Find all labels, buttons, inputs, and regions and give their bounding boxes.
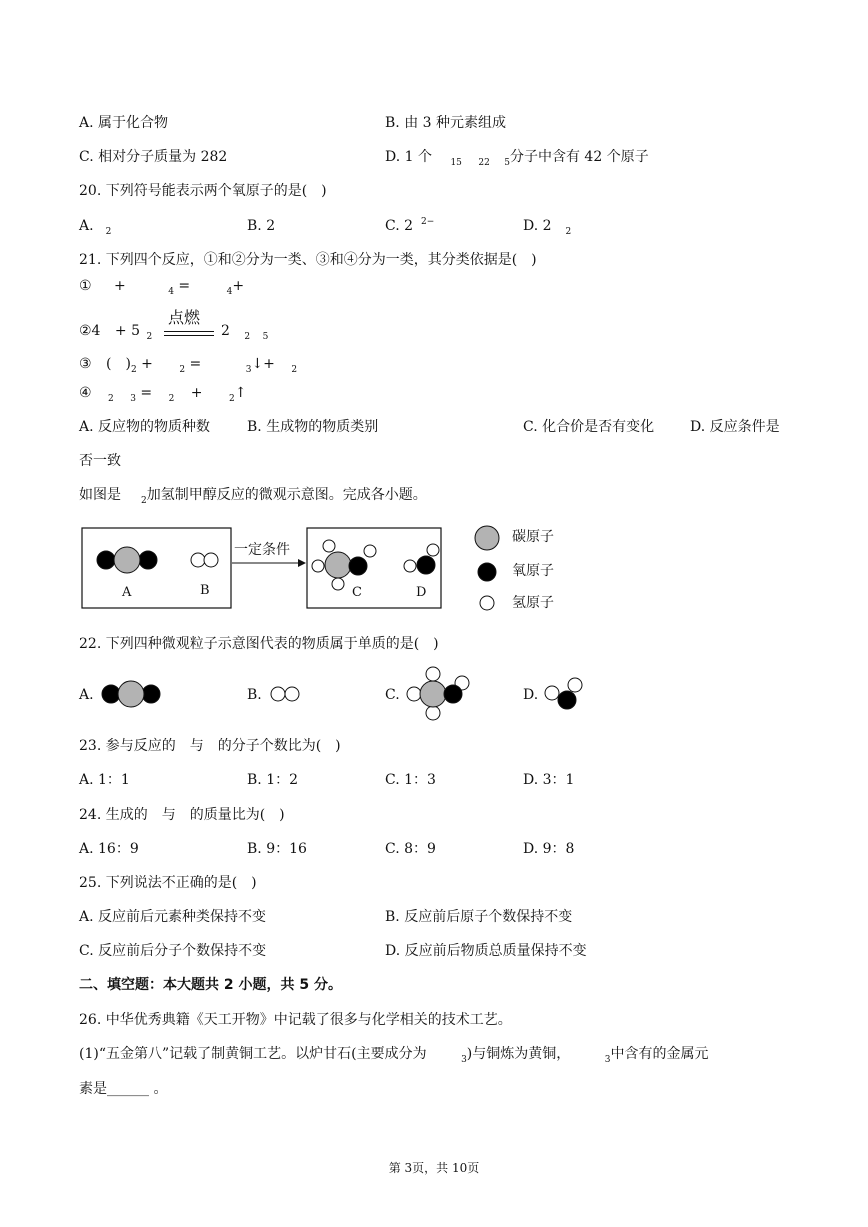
molecule-c	[312, 540, 376, 590]
q19-option-a: A. 属于化合物	[79, 115, 169, 131]
label-c: C	[352, 585, 362, 600]
q22-option-b: B.	[247, 687, 262, 703]
q21-reaction-1: ① + $_4$ = $_4$+	[79, 278, 245, 297]
q19-option-c: C. 相对分子质量为 282	[79, 149, 228, 165]
q24-option-d: D. 9：8	[523, 841, 575, 857]
q23-stem: 23. 参与反应的 与 的分子个数比为( )	[79, 738, 341, 754]
q21-option-a: A. 反应物的物质种数	[79, 419, 211, 435]
q22-stem: 22. 下列四种微观粒子示意图代表的物质属于单质的是( )	[79, 636, 439, 652]
q24-stem: 24. 生成的 与 的质量比为( )	[79, 807, 285, 823]
q20-option-d: D. 2 $_2$	[523, 218, 572, 237]
q25-option-b: B. 反应前后原子个数保持不变	[385, 909, 573, 925]
diagram-intro: 如图是 $_2$加氢制甲醇反应的微观示意图。完成各小题。	[79, 487, 427, 506]
legend-oxygen-label: 氧原子	[512, 563, 554, 579]
q22-molecule-b	[271, 687, 299, 701]
q23-option-c: C. 1：3	[385, 772, 436, 788]
q25-option-c: C. 反应前后分子个数保持不变	[79, 943, 267, 959]
q21-option-d: D. 反应条件是	[690, 419, 780, 435]
q22-molecule-c	[407, 667, 469, 720]
q22-option-d: D.	[523, 687, 539, 703]
arrow-head-icon	[298, 559, 306, 567]
reaction-condition: 一定条件	[234, 542, 290, 558]
legend-hydrogen-label: 氢原子	[512, 595, 554, 611]
q25-option-d: D. 反应前后物质总质量保持不变	[385, 943, 587, 959]
section-heading: 二、填空题：本大题共 2 小题，共 5 分。	[79, 977, 342, 993]
q21-reaction-2: ②4 + 5 $_2$	[79, 323, 153, 342]
legend-carbon-icon	[475, 526, 499, 550]
q19-option-d: D. 1 个 $_{15}$ $_{22}$ $_5$分子中含有 42 个原子	[385, 149, 649, 168]
q26-part1-continued: 素是______ 。	[79, 1081, 168, 1097]
q21-reaction-3: ③ ( )$_2 + _2$ = $_3$↓+ $_2$	[79, 356, 298, 375]
q21-stem: 21. 下列四个反应，①和②分为一类、③和④分为一类，其分类依据是( )	[79, 252, 537, 268]
q21-option-c: C. 化合价是否有变化	[523, 419, 655, 435]
page-footer: 第 3页，共 10页	[388, 1161, 480, 1175]
q22-molecule-d	[545, 678, 582, 709]
q26-part1: (1)“五金第八”记载了制黄铜工艺。以炉甘石(主要成分为 $_3$)与铜炼为黄铜， $_3$中含有的金属元	[79, 1046, 709, 1065]
q21-reaction-2-product: 2 $_2$ $_5$	[221, 323, 269, 342]
label-a: A	[122, 585, 132, 600]
legend-carbon-label: 碳原子	[512, 529, 554, 545]
q20-option-c: C. 2 $^{2-}$	[385, 217, 435, 234]
q21-option-b: B. 生成物的物质类别	[247, 419, 379, 435]
q21-reaction-4: ④ $_2$ $_3$ = $_2$ + $_2$↑	[79, 385, 247, 404]
q24-option-c: C. 8：9	[385, 841, 436, 857]
q19-option-b: B. 由 3 种元素组成	[385, 115, 506, 131]
label-b: B	[200, 583, 210, 598]
q25-stem: 25. 下列说法不正确的是( )	[79, 875, 257, 891]
q23-option-b: B. 1：2	[247, 772, 299, 788]
q22-option-a: A.	[79, 687, 94, 703]
label-d: D	[416, 585, 427, 600]
q23-option-a: A. 1：1	[79, 772, 130, 788]
molecule-a	[97, 547, 157, 573]
q20-option-b: B. 2	[247, 218, 276, 234]
q21-reaction-2-condition: 点燃	[168, 308, 201, 327]
q20-stem: 20. 下列符号能表示两个氧原子的是( )	[79, 183, 327, 199]
q24-option-a: A. 16：9	[79, 841, 139, 857]
q24-option-b: B. 9：16	[247, 841, 307, 857]
q22-molecule-a	[102, 681, 160, 707]
q20-option-a: A. $_2$	[79, 218, 112, 237]
molecule-b	[191, 553, 218, 567]
q26-stem: 26. 中华优秀典籍《天工开物》中记载了很多与化学相关的技术工艺。	[79, 1012, 512, 1028]
q22-option-c: C.	[385, 687, 400, 703]
legend-hydrogen-icon	[480, 596, 494, 610]
q21-option-d-continued: 否一致	[79, 453, 121, 469]
molecule-d	[404, 544, 439, 574]
q23-option-d: D. 3：1	[523, 772, 575, 788]
legend-oxygen-icon	[478, 563, 496, 581]
q25-option-a: A. 反应前后元素种类保持不变	[79, 909, 267, 925]
